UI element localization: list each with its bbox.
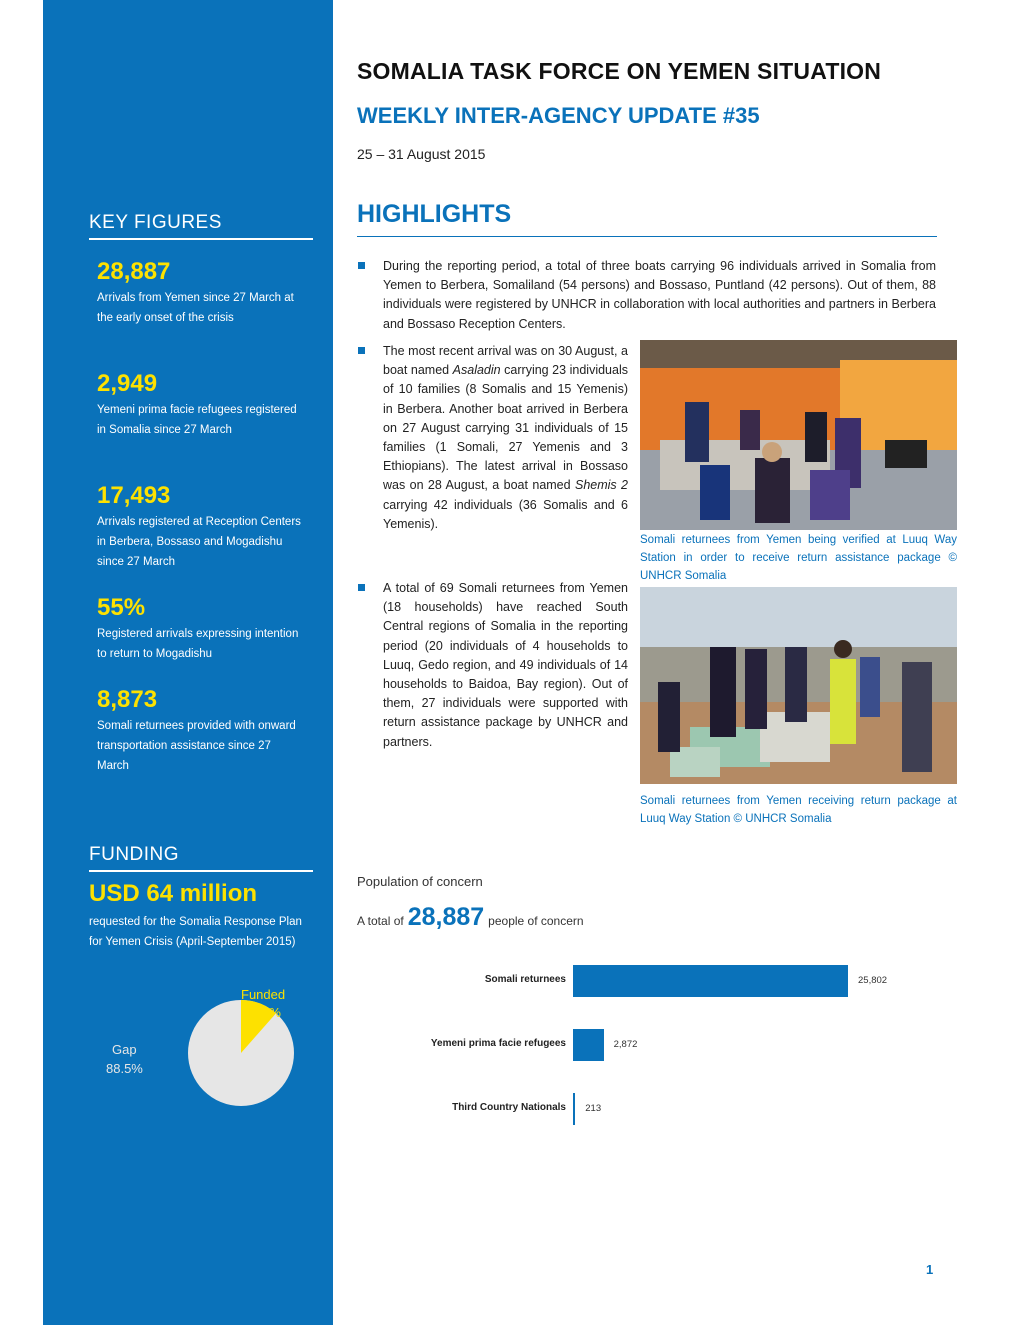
photo-verification [640,340,957,530]
bar-value-label: 25,802 [858,975,888,986]
population-heading: Population of concern [357,874,483,889]
key-figure-value: 28,887 [97,258,171,285]
bullet-marker-icon [358,584,365,591]
photo-return-package-image [640,587,957,784]
page-number: 1 [926,1262,934,1277]
bullet-text: The most recent arrival was on 30 August, a boat named [383,344,628,378]
highlight-bullet [383,342,628,534]
document-subtitle: WEEKLY INTER-AGENCY UPDATE #35 [357,103,760,128]
bullet-marker-icon [358,262,365,269]
key-figure-value: 55% [97,594,146,621]
population-total-line [357,903,584,932]
key-figure [97,594,302,664]
key-figure [97,686,302,776]
key-figure [97,482,302,572]
photo-caption-2: Somali returnees from Yemen receiving return package at Luuq Way Station © UNHCR Somalia [640,795,957,825]
bar [573,1093,575,1125]
key-figure-value: 17,493 [97,482,171,509]
bullet-text: carrying 23 individuals of 10 families (8 Somalis and 15 Yemenis) in Berbera. Another boat arrived in Berbera on 27 August carrying 31 individuals of 15 families (1 Somali, 27 Yemenis and 3 Ethiopians). The latest arrival in Bossaso was on 28 August, a boat named [383,363,628,493]
pie-value-funded: 11.5% [245,1005,281,1020]
population-total-prefix: A total of [357,914,404,928]
bullet-text: A total of 69 Somali returnees from Yemen (18 households) have reached South Central regions of Somalia in the reporting period (20 individuals of 4 households to Luuq, Gedo region, and 49 individuals of 14 households to Baidoa, Bay region). Out of them, 27 individuals were supported with return assistance package by UNHCR and partners. [383,581,628,749]
key-figure-desc: Somali returnees provided with onward transportation assistance since 27 March [97,720,296,772]
highlights-divider [357,236,937,237]
key-figure-desc: Arrivals registered at Reception Centers in Berbera, Bossaso and Mogadishu since 27 March [97,516,301,568]
key-figure-desc: Registered arrivals expressing intention to return to Mogadishu [97,628,299,660]
boat-name: Shemis 2 [574,478,629,493]
bullet-text: During the reporting period, a total of three boats carrying 96 individuals arrived in Somalia from Yemen to Berbera, Somaliland (54 persons) and Bossaso, Puntland (42 persons). Out of them, 88 individuals were registered by UNHCR in collaboration with local authorities and partners in Berbera and Bossaso Reception Centers. [383,259,936,331]
funding-amount: USD 64 million [89,880,258,907]
pie-value-gap: 88.5% [106,1061,143,1076]
key-figure-value: 8,873 [97,686,158,713]
bar-category-label: Third Country Nationals [452,1102,566,1113]
photo-caption-1: Somali returnees from Yemen being verified at Luuq Way Station in order to receive return assistance package © UNHCR Somalia [640,534,957,582]
funding-description: requested for the Somalia Response Plan for Yemen Crisis (April-September 2015) [89,916,302,948]
bar-value-label: 213 [585,1103,602,1114]
pie-label-gap: Gap [112,1042,137,1057]
bar-category-label: Somali returnees [484,974,566,985]
reporting-period: 25 – 31 August 2015 [357,146,486,162]
funding-pie-chart [101,985,331,1115]
bar [573,1029,604,1061]
key-figure [97,370,302,440]
bar [573,965,848,997]
bar-category-label: Yemeni prima facie refugees [430,1038,566,1049]
boat-name: Asaladin [452,363,501,378]
sidebar [43,0,333,1325]
key-figure-desc: Arrivals from Yemen since 27 March at the early onset of the crisis [97,292,294,324]
funding-title: FUNDING [89,844,313,872]
photo-return-package [640,587,957,784]
key-figure-value: 2,949 [97,370,158,397]
bullet-text: carrying 42 individuals (36 Somalis and 6 Yemenis). [383,497,628,531]
document-title: SOMALIA TASK FORCE ON YEMEN SITUATION [357,58,882,84]
highlights-title: HIGHLIGHTS [357,200,512,228]
highlight-bullet [383,257,936,334]
population-total-value: 28,887 [407,903,485,931]
pie-label-funded: Funded [241,987,286,1002]
highlight-bullet [383,579,628,752]
key-figure [97,258,302,328]
bar-value-label: 2,872 [613,1039,638,1050]
photo-verification-image [640,340,957,530]
population-total-suffix: people of concern [488,914,584,928]
bullet-marker-icon [358,347,365,354]
key-figures-title: KEY FIGURES [89,212,313,240]
key-figure-desc: Yemeni prima facie refugees registered in Somalia since 27 March [97,404,297,436]
